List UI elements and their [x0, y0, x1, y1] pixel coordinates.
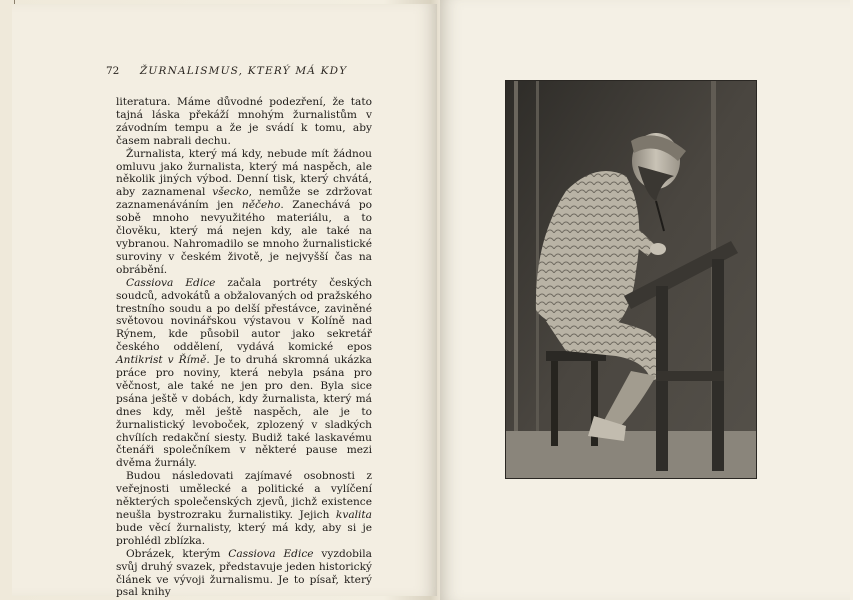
paragraph-text: , nemůže se zdržovat zaznamenáváním jen: [116, 186, 373, 212]
paragraph-text: Budou následovati zajímavé osobnosti z veřejnosti umělecké a politické a vylíčení některých společenských zjevů, jichž existence neušla bystrozraku žurnalistiky. Jejich: [116, 470, 372, 521]
running-title: ŽURNALISMUS, KTERÝ MÁ KDY: [139, 65, 348, 77]
paragraph: [116, 277, 372, 471]
paragraph-text: Žurnalista, který má kdy, nebude mít žádnou omluvu jako žurnalista, který má naspěch, ale několik jiných výbod. Denní tisk, který chvátá, aby zaznamenal: [116, 147, 372, 199]
paragraph-text: . Zanechává po sobě mnoho nevyužitého materiálu, a to člověku, který má nejen kdy, ale také na vybranou. Nahromadilo se mnoho žurnalistické suroviny v českém životě, je nejvyšší čas na obrábění.: [116, 199, 372, 276]
paragraph: [116, 470, 372, 547]
paragraph: [116, 148, 372, 277]
running-header: [106, 65, 396, 77]
paragraph-text: vyzdobila svůj druhý svazek, představuje jeden historický článek ve vývoji žurnalismu. Je to písař, který psal knihy: [116, 547, 372, 599]
emphasis: Cassiova Edice: [126, 276, 216, 289]
photo-illustration: [506, 81, 756, 478]
emphasis: kvalita: [335, 509, 372, 521]
emphasis: Antikrist v Římě: [116, 354, 207, 367]
paragraph: [116, 548, 372, 600]
paragraph-text: . Je to druhá skromná ukázka práce pro noviny, která nebyla psána pro věčnost, ale také ne jen pro den. Byla sice psána ještě v dobách, kdy žurnalista, který má dnes kdy, měl ještě naspěch, ale je to žurnalistický levoboček, zplozený v sladkých chvílích redakční siesty. Budiž také laskavému čtenáři společníkem v některé pause mezi dvěma žurnály.: [116, 354, 372, 470]
paragraph-text: literatura. Máme důvodné podezření, že tato tajná láska překáží mnohým žurnalistům v závodním tempu a že je svádí k tomu, aby časem nabrali dechu.: [116, 96, 372, 147]
paragraph-text: Obrázek, kterým: [126, 547, 229, 560]
body-text: [116, 96, 372, 599]
paragraph: [116, 96, 372, 148]
page-number: 72: [106, 65, 120, 77]
emphasis: všecko: [212, 186, 249, 199]
emphasis: Cassiova Edice: [228, 547, 314, 560]
scribe-sculpture-photo: [505, 80, 757, 479]
paragraph-text: bude věcí žurnalisty, který má kdy, aby si je prohlédl zblízka.: [116, 521, 372, 547]
emphasis: něčeho: [241, 199, 281, 212]
paragraph-text: začala portréty českých soudců, advokátů a obžalovaných od pražského trestního soudu a po delší přestávce, zaviněné světovou novinářskou výstavou v Kolíně nad Rýnem, kde působil autor jako sekretář českého oddělení, vydává komické epos: [116, 276, 372, 354]
